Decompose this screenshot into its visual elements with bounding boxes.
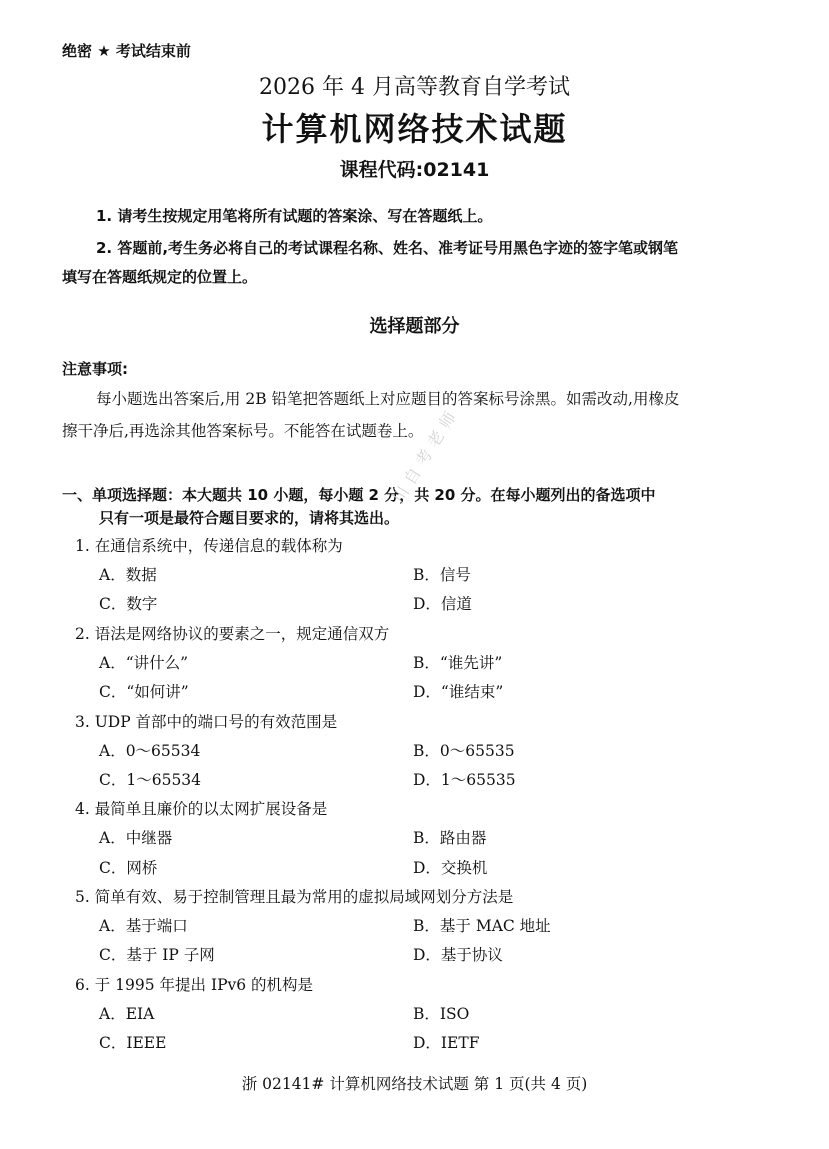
question-6-option-a: A．EIA	[99, 1005, 155, 1023]
section-title: 选择题部分	[369, 316, 460, 337]
confidential-mark: 绝密 ★ 考试结束前	[62, 42, 191, 60]
question-6-stem: 6. 于 1995 年提出 IPv6 的机构是	[75, 976, 314, 994]
question-6-option-c: C．IEEE	[99, 1034, 167, 1052]
question-3-stem: 3. UDP 首部中的端口号的有效范围是	[75, 713, 338, 731]
notice-line2: 擦干净后,再选涂其他答案标号。不能答在试题卷上。	[62, 422, 424, 440]
question-5-stem: 5. 简单有效、易于控制管理且最为常用的虚拟局域网划分方法是	[75, 888, 514, 906]
question-2-option-c: C．“如何讲”	[99, 683, 189, 701]
question-3-option-d: D．1～65535	[413, 771, 516, 789]
instruction-2-line1: 2. 答题前,考生务必将自己的考试课程名称、姓名、准考证号用黑色字迹的签字笔或钢笔	[96, 239, 679, 257]
question-6-option-d: D．IETF	[413, 1034, 480, 1052]
question-5-option-a: A．基于端口	[99, 917, 188, 935]
question-5-option-d: D．基于协议	[413, 946, 503, 964]
question-4-option-a: A．中继器	[99, 829, 173, 847]
question-4-option-b: B．路由器	[413, 829, 487, 847]
paper-title: 计算机网络技术试题	[261, 110, 568, 148]
question-4-stem: 4. 最简单且廉价的以太网扩展设备是	[75, 800, 328, 818]
question-4-option-d: D．交换机	[413, 859, 488, 877]
question-3-option-c: C．1～65534	[99, 771, 202, 789]
exam-session: 2026 年 4 月高等教育自学考试	[259, 75, 570, 100]
page-footer: 浙 02141# 计算机网络技术试题 第 1 页(共 4 页)	[241, 1075, 588, 1093]
question-2-option-b: B．“谁先讲”	[413, 654, 503, 672]
question-2-option-d: D．“谁结束”	[413, 683, 504, 701]
question-1-stem: 1. 在通信系统中，传递信息的载体称为	[75, 537, 343, 555]
part1-heading-line2: 只有一项是最符合题目要求的，请将其选出。	[99, 509, 400, 527]
question-4-option-c: C．网桥	[99, 859, 158, 877]
question-1-option-b: B．信号	[413, 566, 471, 584]
question-1-option-c: C．数字	[99, 595, 158, 613]
question-1-option-a: A．数据	[99, 566, 157, 584]
question-3-option-b: B．0～65535	[413, 742, 515, 760]
notice-line1: 每小题选出答案后,用 2B 铅笔把答题纸上对应题目的答案标号涂黑。如需改动,用橡皮	[96, 390, 680, 408]
question-5-option-b: B．基于 MAC 地址	[413, 917, 551, 935]
watermark: 川自考老师	[388, 403, 463, 507]
question-5-option-c: C．基于 IP 子网	[99, 946, 215, 964]
part1-heading-line1: 一、单项选择题：本大题共 10 小题，每小题 2 分，共 20 分。在每小题列出的备选项中	[62, 486, 656, 504]
question-6-option-b: B．ISO	[413, 1005, 470, 1023]
instruction-2-line2: 填写在答题纸规定的位置上。	[62, 268, 258, 286]
question-2-stem: 2. 语法是网络协议的要素之一，规定通信双方	[75, 625, 390, 643]
question-3-option-a: A．0～65534	[99, 742, 201, 760]
instruction-1: 1. 请考生按规定用笔将所有试题的答案涂、写在答题纸上。	[96, 207, 493, 225]
course-code: 课程代码:02141	[339, 159, 490, 181]
notice-label: 注意事项:	[62, 360, 128, 378]
question-1-option-d: D．信道	[413, 595, 472, 613]
question-2-option-a: A．“讲什么”	[99, 654, 189, 672]
